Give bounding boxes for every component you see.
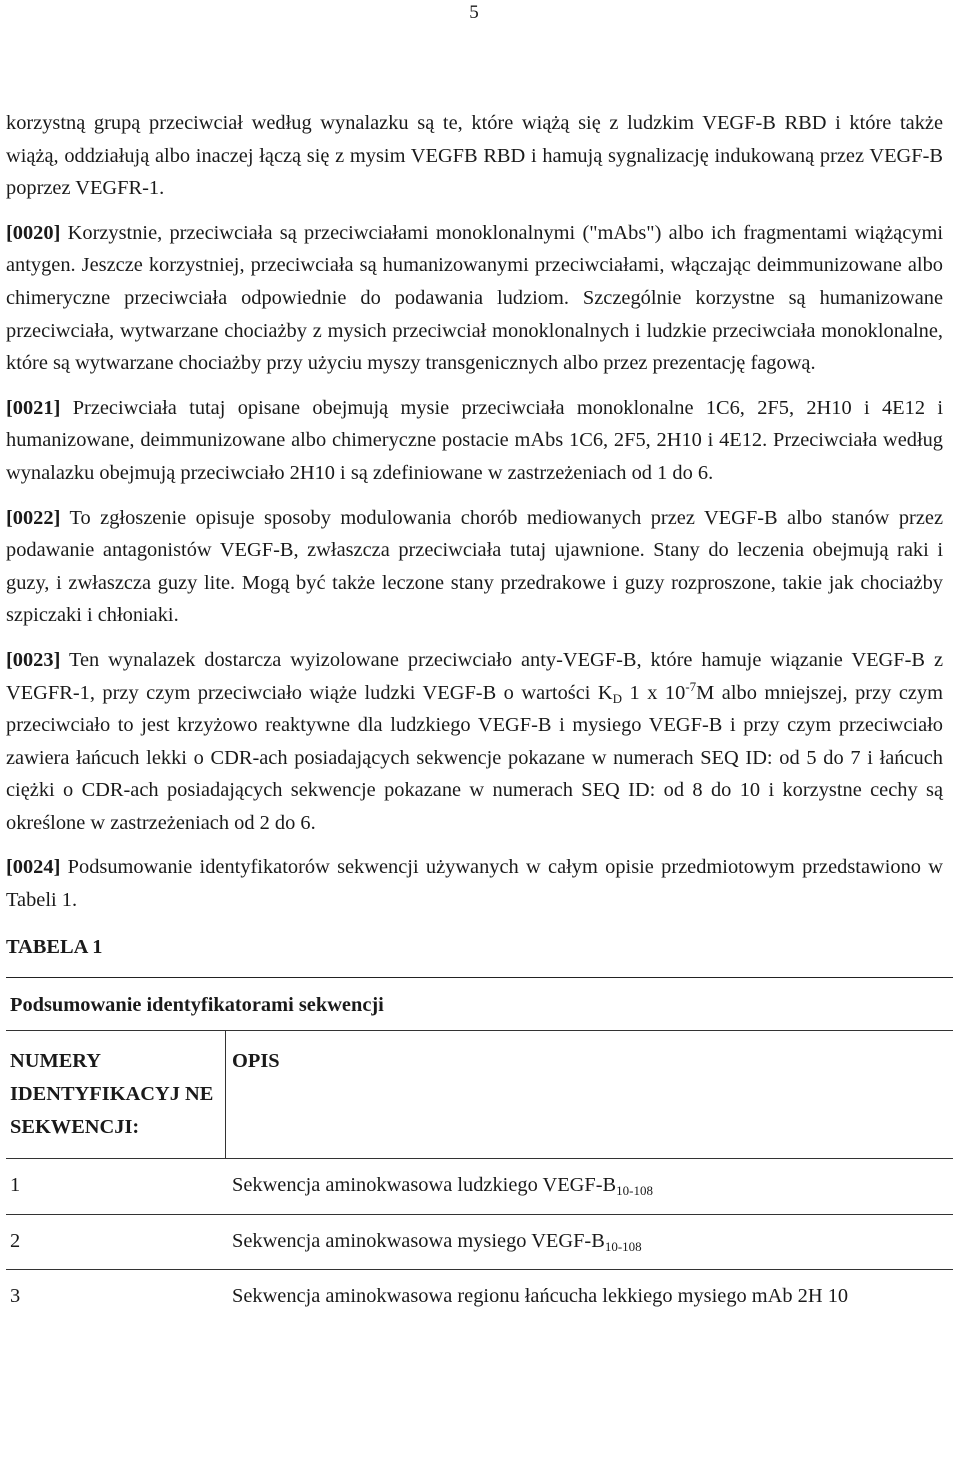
paragraph-tag: [0022] [6,506,61,529]
paragraph-0024 [6,851,943,916]
paragraph-text: Podsumowanie identyfikatorów sekwencji używanych w całym opisie przedmiotowym przedstawiono w Tabeli 1. [6,856,943,912]
seq-description [226,1270,953,1325]
table-title: Podsumowanie identyfikatorami sekwencji [10,994,384,1017]
table-row [6,1215,953,1271]
paragraph-tag: [0024] [6,856,61,879]
exponent-superscript: -7 [685,678,697,694]
column-header-seq-id: NUMERY IDENTYFIKACYJ NE SEKWENCJI: [6,1031,226,1158]
paragraph-0020 [6,217,943,380]
seq-description [226,1215,953,1270]
seq-range-subscript: 10-108 [616,1183,653,1199]
paragraph-intro [6,107,943,205]
column-header-description: OPIS [232,1050,280,1073]
seq-description-text: Sekwencja aminokwasowa regionu łańcucha lekkiego mysiego mAb 2H 10 [232,1285,849,1308]
table-header-row [6,1031,953,1159]
paragraph-tag: [0020] [6,221,61,244]
sequence-table [6,977,953,1325]
seq-range-subscript: 10-108 [604,1238,642,1254]
paragraph-text: Przeciwciała tutaj opisane obejmują mysie przeciwciała monoklonalne 1C6, 2F5, 2H10 i 4E12 i humanizowane, deimmunizowane albo chimeryczne postacie mAbs 1C6, 2F5, 2H10 i 4E12. Przeciwciała według wynalazku obejmują przeciwciało 2H10 i są zdefiniowane w zastrzeżeniach od 1 do 6. [6,396,943,484]
table-row [6,1159,953,1215]
paragraph-text: 1 x 10 [622,681,686,704]
document-body [6,107,943,1325]
table-heading: TABELA 1 [6,935,103,958]
page-number: 5 [469,2,479,23]
seq-number: 3 [10,1285,21,1308]
paragraph-tag: [0023] [6,648,61,671]
paragraph-text: M albo mniejszej, przy czym przeciwciało to jest krzyżowo reaktywne dla ludzkiego VEGF-B i mysiego VEGF-B i przy czym przeciwciało zawiera łańcuch lekki o CDR-ach posiadających sekwencje pokazane w numerach SEQ ID: od 5 do 7 i łańcuch ciężki o CDR-ach posiadających sekwencje pokazane w numerach SEQ ID: od 8 do 10 i korzystne cechy są określone w zastrzeżeniach od 2 do 6. [6,681,943,834]
paragraph-text: Korzystnie, przeciwciała są przeciwciałami monoklonalnymi ("mAbs") albo ich fragmentami wiążącymi antygen. Jeszcze korzystniej, przeciwciała są humanizowanymi przeciwciałami, włączając deimmunizowane albo chimeryczne przeciwciała odpowiednie do podawania ludziom. Szczególnie korzystne są humanizowane przeciwciała, wytwarzane chociażby z mysich przeciwciał monoklonalnych i ludzkie przeciwciała monoklonalne, które są wytwarzane chociażby przy użyciu myszy transgenicznych albo przez prezentację fagową. [6,221,943,375]
seq-number: 2 [10,1229,21,1252]
paragraph-tag: [0021] [6,396,61,419]
seq-number: 1 [10,1174,21,1197]
paragraph-0021 [6,392,943,490]
paragraph-text: Ten wynalazek dostarcza wyizolowane przeciwciało anty-VEGF-B, które hamuje wiązanie VEGF-B z VEGFR-1, przy czym przeciwciało wiąże ludzki VEGF-B o wartości K [6,648,943,704]
seq-description [226,1159,953,1214]
paragraph-text: korzystną grupą przeciwciał według wynalazku są te, które wiążą się z ludzkim VEGF-B RBD i które także wiążą, oddziałują albo inaczej łączą się z mysim VEGFB RBD i hamują sygnalizację indukowaną przez VEGF-B poprzez VEGFR-1. [6,112,943,200]
paragraph-text: To zgłoszenie opisuje sposoby modulowania chorób mediowanych przez VEGF-B albo stanów przez podawanie antagonistów VEGF-B, zwłaszcza przeciwciała tutaj ujawnione. Stany do leczenia obejmują raki i guzy, i zwłaszcza guzy lite. Mogą być także leczone stany przedrakowe i guzy rozproszone, takie jak chociażby szpiczaki i chłoniaki. [6,506,943,627]
paragraph-0022 [6,502,943,632]
paragraph-0023 [6,644,943,840]
kd-subscript: D [612,690,623,706]
seq-description-text: Sekwencja aminokwasowa mysiego VEGF-B [232,1229,605,1252]
seq-description-text: Sekwencja aminokwasowa ludzkiego VEGF-B [232,1174,617,1197]
table-row [6,1270,953,1325]
